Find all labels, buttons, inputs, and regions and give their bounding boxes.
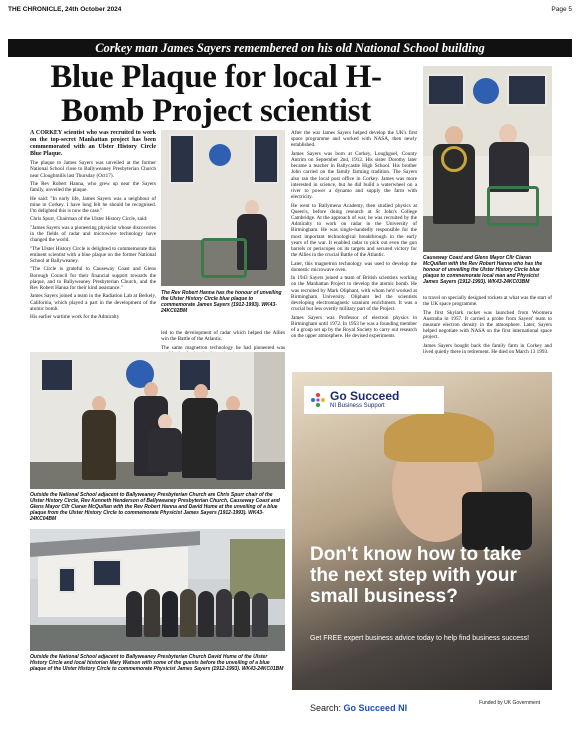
article-paragraph: His earlier wartime work for the Admiralty [30, 314, 120, 321]
article-paragraph: to travel on specially designed rockets at what was the start of the UK space programme. [423, 295, 552, 308]
article-paragraph: James Sayers was born at Corkey, Loughguel, County Antrim on September 2nd, 1912. His sister Dorothy later became a teacher in Ballycastle High School. His brother John carried on the family farming tradition. The Sayers also ran the local post office in Corkey. James was more interested in science, but he did build a waterwheel on a river to power a dynamo and supply the farm with electricity. [291, 150, 417, 201]
caption-crowd: Outside the National School adjacent to Ballyweaney Presbyterian Church David Hume of the Ulster History Circle and local historian Mary Watson with some of the guests before the unveiling of a blue plaque of the Ulster History Circle to commemorate Physicist James Sayers (1912-1993). WK43-24KC01BM [30, 654, 284, 672]
article-paragraph: "The Circle is grateful to Causeway Coast and Glens Borough Council for their financial support towards the plaque, and to Ballyweaney Presbyterian Church, and the Rev Robert Hanna for their kind assistance." [30, 266, 156, 291]
article-paragraph: The Rev Robert Hanna, who grew up near the Sayers family, unveiled the plaque. [30, 180, 156, 194]
article-paragraph: James Sayers was Professor of electron physics in Birmingham until 1972. In 1953 he was a founding member of a group set up by the Royal Society to carry out research on the upper atmosphere. He devised experiments [291, 314, 417, 340]
article-paragraph: The plaque to James Sayers was unveiled at the former National School close to Ballyweaney Presbyterian Church near Cloughmills last Thursday (Oct17). [30, 160, 156, 179]
article-paragraph: A CORKEY scientist who was recruited to work on the top-secret Manhattan project has been commemorated with an Ulster History Circle Blue Plaque. [30, 130, 156, 157]
photo-crowd [30, 529, 285, 651]
article-column-3 [291, 130, 417, 342]
ad-body: Get FREE expert business advice today to help find business success! [310, 635, 530, 642]
article-paragraph: "James Sayers was a pioneering physicist whose discoveries in the fields of radar and microwave technology have changed the world. [30, 224, 156, 244]
article-paragraph: He said: "In early life, James Sayers was a neighbour of mine in Corkey. I have long felt he should be recognised. I'm delighted this is now the case." [30, 195, 156, 214]
article-banner: Corkey man James Sayers remembered on his old National School building [8, 39, 572, 57]
ad-brand-sub: NI Business Support [330, 403, 385, 409]
article-paragraph: Later, this magnetron technology was used to develop the domestic microwave oven. [291, 260, 417, 273]
photo-unveiling [161, 130, 285, 286]
article-headline: Blue Plaque for local H-Bomb Project scientist [50, 59, 382, 129]
caption-group: Outside the National School adjacent to Ballyweaney Presbyterian Church are Chris Spurr chair of the Ulster History Circle, Rev Kenneth Henderson of Ballyweaney Presbyterian Church, Causeway Coast and Glens Mayor Cllr Ciaran McQuillan with the Rev Robert Hanna and David Hume at the unveiling of a blue plaque from the Ulster History Circle to commemorate Physicist James Sayers (1912-1993). WK43-24KC04BM [30, 492, 280, 522]
photo-group [30, 352, 285, 489]
ad-footer [292, 690, 552, 726]
article-paragraph: "The Ulster History Circle is delighted to commemorate this eminent scientist with a blue plaque on the former National School at Ballyweaney. [30, 245, 156, 264]
article-paragraph: Chris Spurr, Chairman of the Ulster History Circle, said: [30, 216, 148, 223]
go-succeed-logo [304, 386, 444, 414]
ad-headline: Don't know how to take the next step with your small business? [310, 544, 522, 607]
article-column-1 [30, 130, 156, 323]
caption-mayor: Causeway Coast and Glens Mayor Cllr Ciaran McQuillan with the Rev Robert Hanna who has the honour of unveiling the Ulster History Circle blue plaque to commemorate local man and Physicist James Sayers (1912-1993). WK43-24KC03BM [423, 255, 543, 285]
masthead [8, 4, 572, 16]
paper-dateline: THE CHRONICLE, 24th October 2024 [8, 6, 122, 13]
article-paragraph: The same magnetron technology he had pioneered was [161, 344, 285, 351]
ad-search-text[interactable]: Search: Go Succeed NI [310, 703, 408, 713]
logo-dots-icon [310, 392, 326, 408]
article-column-4 [423, 295, 552, 357]
article-paragraph: The first Skylark rocket was launched from Woomera Australia in 1957. It carried a probe from Sayers' team to measure electron density in the atmosphere. Later, Sayers helped negotiate with NASA on the first international space project. [423, 309, 552, 341]
article-paragraph: After the war James Sayers helped develop the UK's first space programme and worked with NASA, then newly established. [291, 130, 417, 149]
article-paragraph: He went to Ballymena Academy, then studied physics at Queen's, before doing research at St John's College Cambridge. At the approach of war, he was recruited by the Admiralty to work on radar in the University of Birmingham. He was single-handedly responsible for the most important technological breakthrough in the early years of the war. It enabled radar to pick out even the gun barrels or periscopes on its targets and secured victory for the Allies in the crucial Battle of the Atlantic. [291, 202, 417, 259]
ad-funded-by: Funded by UK Government [479, 700, 540, 706]
page-number: Page 5 [551, 6, 572, 13]
article-paragraph: led to the development of radar which helped the Allies win the Battle of the Atlantic. [161, 330, 285, 343]
article-paragraph: In 1943 Sayers joined a team of British scientists working on the Manhattan Project to develop the atomic bomb. He was recruited by Mark Oliphant, with whom he'd worked at Birmingham University. Oliphant led the scientists developing electromagnetic uranium enrichment. It was a crucial but less overtly military part of the Project. [291, 275, 417, 313]
caption-unveiling: The Rev Robert Hanna has the honour of unveiling the Ulster History Circle blue plaque to commemorate James Sayers (1912-1993). WK43-24KC02BM [161, 290, 282, 314]
go-succeed-advert[interactable] [292, 372, 552, 726]
ad-brand: Go Succeed [330, 389, 400, 403]
article-paragraph: James Sayers joined a team in the Radiation Lab at Berkely, California, which played a part in the development of the atomic bomb. [30, 293, 156, 312]
article-paragraph: James Sayers bought back the family farm in Corkey and lived quietly there in retirement. He died on March 13 1993. [423, 342, 552, 355]
photo-mayor [423, 66, 552, 252]
